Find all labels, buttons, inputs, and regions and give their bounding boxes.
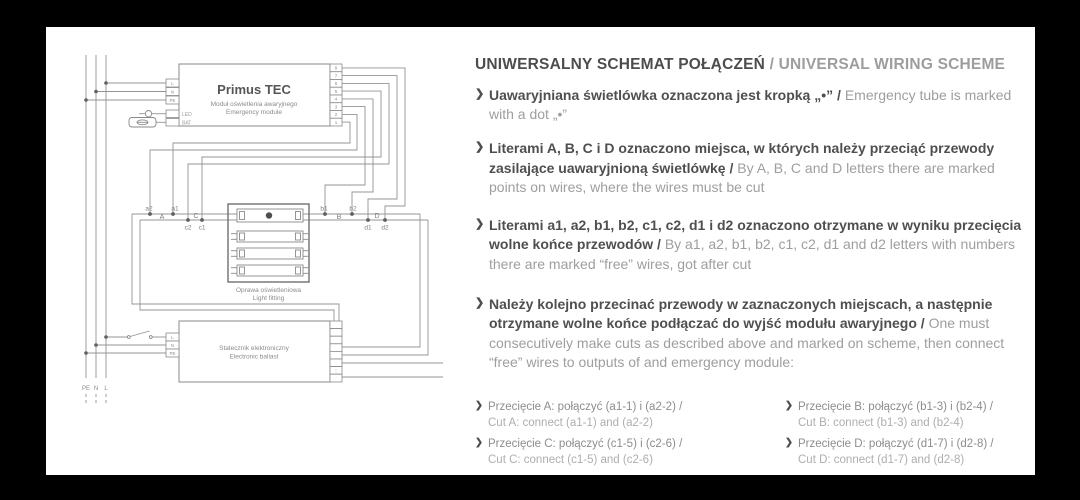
cut-text-en: Cut D: connect (d1-7) and (d2-8) — [798, 453, 965, 466]
point-d1: d1 — [364, 224, 372, 232]
bullet-text-en: By A, B, C and D letters there are marked points on wires, where the wires must be cut — [489, 159, 995, 195]
mains-label-n: N — [93, 386, 99, 392]
module-terminal-l: L — [171, 80, 174, 86]
page-title — [475, 56, 1031, 75]
bullet-cut-letters — [475, 139, 1031, 197]
cut-text-en: Cut A: connect (a1-1) and (a2-2) — [488, 417, 653, 430]
module-title: Primus TEC — [217, 82, 291, 97]
module-terminal-3: 3 — [334, 104, 338, 110]
bullet-text-pl: Literami A, B, C i D oznaczono miejsca, w których należy przeciąć przewody zasilające uawaryjnioną świetlówkę / — [489, 140, 995, 176]
fluorescent-tubes — [231, 209, 309, 276]
cut-text-en: Cut B: connect (b1-3) and (b2-4) — [798, 417, 964, 430]
wiring-diagram — [46, 27, 470, 475]
bat-terminal-label: BAT — [182, 120, 192, 127]
ballast-label-en: Electronic ballast — [229, 353, 279, 361]
ballast-terminal-pe: PE — [169, 350, 176, 356]
chevron-bullet-icon: ❯ — [475, 436, 483, 448]
tube-2 — [231, 231, 309, 242]
emergency-dot — [266, 212, 272, 218]
fitting-label-pl: Oprawa oświetleniowa — [235, 287, 302, 294]
chevron-bullet-icon: ❯ — [475, 297, 485, 310]
cut-item-d — [785, 436, 1031, 468]
cut-text-en: Cut C: connect (c1-5) and (c2-6) — [488, 453, 653, 466]
electronic-ballast — [166, 321, 342, 382]
module-terminal-5: 5 — [334, 88, 338, 94]
bullet-text-pl: Należy kolejno przecinać przewody w zaznaczonych miejscach, a następnie otrzymane wolne końce podłączać do wyjść modułu awaryjnego / — [489, 296, 993, 332]
point-C: C — [193, 213, 199, 220]
mains-label-pe: PE — [81, 386, 91, 392]
module-terminal-n: N — [170, 89, 175, 95]
page-title-en: UNIVERSAL WIRING SCHEME — [778, 56, 1006, 73]
module-terminal-4: 4 — [334, 96, 338, 102]
point-a1: a1 — [171, 205, 179, 213]
led-indicator-icon — [145, 111, 151, 117]
battery-connector-icon — [129, 118, 156, 128]
module-terminal-6: 6 — [334, 81, 338, 87]
module-subtitle-pl: Moduł oświetlenia awaryjnego — [210, 101, 298, 108]
emergency-module — [129, 64, 342, 127]
chevron-bullet-icon: ❯ — [475, 141, 485, 154]
instructions-panel — [475, 56, 1031, 468]
ballast-terminal-l: L — [171, 334, 174, 340]
chevron-bullet-icon: ❯ — [475, 87, 485, 100]
point-a2: a2 — [145, 205, 153, 213]
bullet-text-en: By a1, a2, b1, b2, c1, c2, d1 and d2 letters with numbers there are marked “free” wires, got after cut — [489, 236, 1016, 272]
chevron-bullet-icon: ❯ — [785, 436, 793, 448]
module-terminal-7: 7 — [334, 73, 338, 79]
module-terminal-1: 1 — [334, 119, 338, 125]
ballast-terminal-dots: ⋮ — [333, 368, 339, 375]
bullet-text-en: One must consecutively make cuts as described above and marked on scheme, then connect “free” wires to outputs of and emergency module: — [489, 315, 1005, 371]
bullet-text-en: Emergency tube is marked with a dot „•” — [489, 86, 1012, 122]
page-title-pl: UNIWERSALNY SCHEMAT POŁĄCZEŃ — [475, 56, 766, 73]
bullet-emergency-tube — [475, 86, 1031, 125]
cut-item-a — [475, 399, 785, 431]
point-A: A — [159, 214, 165, 221]
chevron-bullet-icon: ❯ — [475, 400, 483, 412]
tube-4 — [231, 265, 309, 276]
cut-text-pl: Przecięcie B: połączyć (b1-3) i (b2-4) / — [798, 401, 993, 414]
mains-label-l: L — [104, 386, 108, 392]
module-terminal-8: 8 — [334, 65, 338, 71]
cut-text-pl: Przecięcie A: połączyć (a1-1) i (a2-2) / — [488, 401, 683, 414]
bullet-text-pl: Uawaryjniana świetlówka oznaczona jest kropką „•” / — [489, 86, 841, 103]
page-title-divider: / — [765, 56, 779, 73]
point-d2: d2 — [381, 224, 389, 232]
cut-item-c — [475, 436, 785, 468]
point-D: D — [374, 213, 380, 220]
point-b1: b1 — [320, 205, 328, 213]
point-c1: c1 — [198, 224, 206, 232]
manual-page — [46, 27, 1035, 475]
bullet-free-wires — [475, 216, 1031, 274]
point-b2: b2 — [349, 205, 357, 213]
cut-text-pl: Przecięcie D: połączyć (d1-7) i (d2-8) / — [798, 437, 994, 450]
module-subtitle-en: Emergency module — [226, 109, 282, 116]
bullet-procedure — [475, 295, 1031, 372]
led-terminal-label: LED — [182, 112, 192, 118]
module-terminal-2: 2 — [334, 112, 338, 118]
cut-instructions — [475, 399, 1031, 467]
module-terminal-pe: PE — [169, 97, 176, 103]
ballast-terminal-n: N — [170, 342, 175, 348]
tube-3 — [231, 248, 309, 259]
cut-text-pl: Przecięcie C: połączyć (c1-5) i (c2-6) / — [488, 437, 683, 450]
point-B: B — [336, 214, 342, 221]
bullet-text-pl: Literami a1, a2, b1, b2, c1, c2, d1 i d2 oznaczono otrzymane w wyniku przecięcia wolne końce przewodów / — [489, 217, 1022, 253]
chevron-bullet-icon: ❯ — [785, 400, 793, 412]
fitting-label-en: Light fitting — [252, 295, 285, 302]
ballast-label-pl: Statecznik elektroniczny — [219, 345, 289, 352]
emergency-tube — [237, 209, 303, 222]
cut-item-b — [785, 399, 1031, 431]
point-c2: c2 — [184, 224, 192, 232]
chevron-bullet-icon: ❯ — [475, 218, 485, 231]
